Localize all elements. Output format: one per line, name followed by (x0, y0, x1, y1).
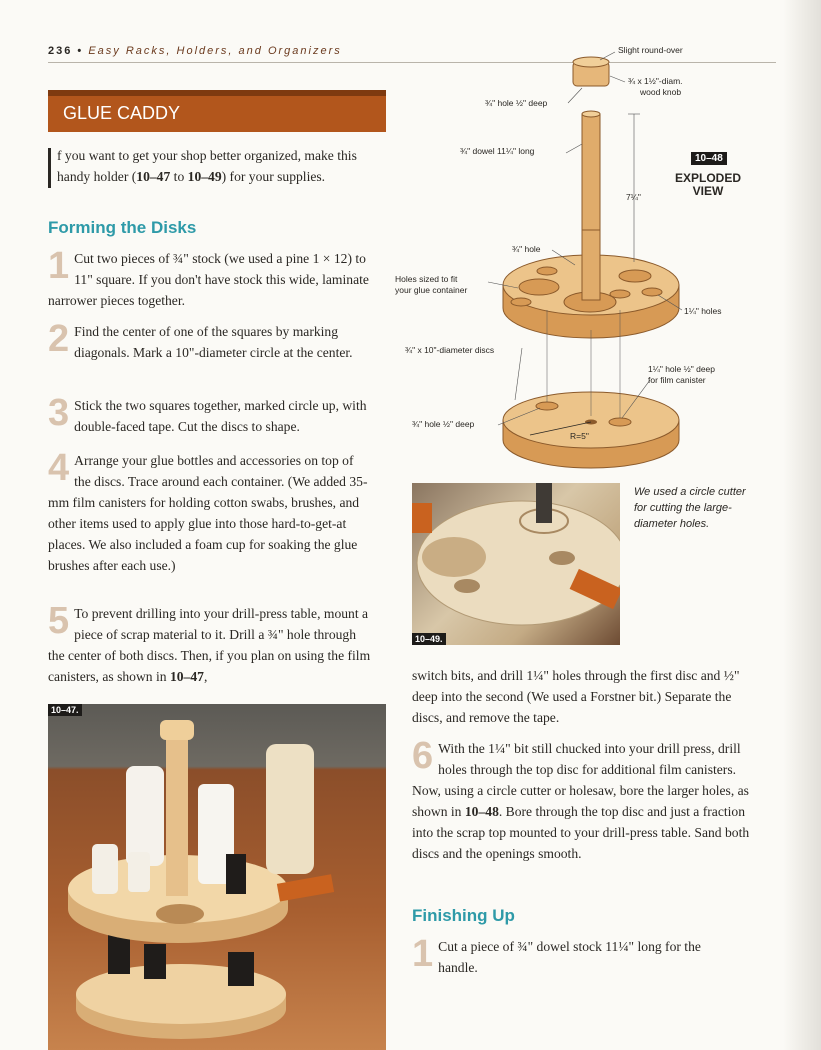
canister-hole (511, 298, 531, 306)
heading-finishing-up: Finishing Up (412, 906, 515, 925)
label-height: 7¼" (626, 192, 641, 202)
header-section-title: Easy Racks, Holders, and Organizers (88, 45, 342, 57)
label-hole-deep-top: ¾" hole ½" deep (485, 98, 548, 108)
caddy-handle (166, 726, 188, 896)
brush-cup (226, 854, 246, 894)
canister-hole (537, 267, 557, 275)
intro-ref-1: 10–47 (136, 169, 171, 184)
intro-text-mid: to (170, 169, 188, 184)
film-canister (144, 944, 166, 979)
figure-tag-10-48: 10–48 (691, 152, 727, 165)
canister-recess (609, 418, 631, 426)
step-4-forming (48, 447, 370, 576)
header-bullet: • (77, 45, 84, 57)
exploded-view-svg (390, 40, 780, 480)
clamp (412, 503, 432, 533)
article-title: GLUE CADDY (63, 103, 181, 123)
label-knob-2: wood knob (640, 87, 682, 97)
small-glue-bottle (128, 852, 150, 892)
knob-top (573, 57, 609, 67)
step-ref: 10–48 (464, 804, 499, 819)
canister-hole (642, 288, 662, 296)
label-canister-2: for film canister (648, 375, 706, 385)
intro-text-2: ) for your supplies. (221, 169, 326, 184)
step-text-a: With the 1¼" bit still chucked into your drill press, drill holes through the top disc for additional film canisters. Now, using a circle cutter or holesaw, bore the larger holes, as shown in (412, 741, 749, 819)
title-bar-stripe (48, 90, 386, 96)
exploded-view-title (670, 172, 746, 198)
film-canister (108, 934, 130, 974)
running-header (48, 45, 342, 57)
label-discs: ¾" x 10"-diameter discs (405, 345, 495, 355)
label-hole-deep-bottom: ¾" hole ½" deep (412, 419, 475, 429)
exploded-title-line-1: EXPLODED (674, 171, 741, 185)
leader-line (566, 144, 582, 153)
label-dowel: ¾" dowel 11¼" long (460, 146, 535, 156)
dowel-through-disc (582, 230, 600, 300)
step-text: Find the center of one of the squares by marking diagonals. Mark a 10"-diameter circle at the center. (74, 324, 353, 360)
photo-caddy-illustration (48, 704, 386, 1050)
label-holes-114: 1¼" holes (684, 306, 722, 316)
caption-10-49: We used a circle cutter for cutting the large-diameter holes. (634, 486, 746, 530)
page-number: 236 (48, 45, 73, 57)
caddy-knob (160, 720, 194, 740)
step-3-forming (48, 392, 370, 437)
photo-illustration (412, 483, 620, 645)
cut-hole (454, 579, 480, 593)
step-text-b: . Bore through the top disc and just a fraction into the scrap top mounted to your drill-press table. Sand both discs and the openings smooth. (412, 804, 750, 861)
article-title-bar (48, 90, 386, 132)
container-hole (519, 279, 559, 295)
step-5-forming (48, 600, 374, 687)
caddy-bottom-disc (76, 964, 286, 1024)
glue-bottle (126, 766, 164, 866)
figure-tag-10-47: 10–47. (48, 704, 82, 716)
step-number: 5 (48, 600, 70, 642)
page-edge-shadow (783, 0, 821, 1050)
label-knob-1: ¾ x 1½"-diam. (628, 76, 683, 86)
step-text-b: , (203, 669, 208, 684)
step-number: 6 (412, 735, 434, 777)
step-number: 3 (48, 392, 70, 434)
step-text: Cut a piece of ¾" dowel stock 11¼" long for the handle. (438, 939, 701, 975)
label-radius: R=5" (570, 431, 589, 441)
small-glue-bottle (92, 844, 118, 894)
step-2-forming (48, 318, 370, 363)
step-text: Stick the two squares together, marked circle up, with double-faced tape. Cut the discs to shape. (74, 398, 367, 434)
exploded-title-line-2: VIEW (692, 184, 724, 198)
dowel-top (582, 111, 600, 117)
glue-bottle (266, 744, 314, 874)
label-round-over: Slight round-over (618, 45, 683, 55)
step-ref: 10–47 (169, 669, 204, 684)
intro-lead-bar (48, 148, 51, 188)
step-text: Arrange your glue bottles and accessories on top of the discs. Trace around each container. (We added 35-mm film canisters for holding cotton swabs, brushes, and other items used to apply glue into those hard-to-get-at places. We also included a foam cup for soaking the glue brushes after each use.) (48, 453, 368, 573)
canister-recess (536, 402, 558, 410)
intro-text-1: f you want to get your shop better organized, make this handy holder ( (57, 148, 357, 184)
cut-hole (549, 551, 575, 565)
exploded-view-diagram (390, 40, 780, 480)
drill-press-chuck (536, 483, 552, 523)
clamp (277, 874, 334, 901)
leader-line (610, 76, 625, 82)
leader-line (568, 88, 582, 103)
cut-hole (422, 537, 486, 577)
step-text-a: To prevent drilling into your drill-press table, mount a piece of scrap material to it. Drill a ¾" hole through the center of both discs. Then, if you plan on using the film canisters, as shown in (48, 606, 371, 684)
container-hole (619, 270, 651, 282)
label-hole-34: ¾" hole (512, 244, 541, 254)
step-number: 2 (48, 318, 70, 360)
leader-line (600, 52, 615, 60)
step-6-forming (412, 735, 757, 864)
step-number: 1 (412, 933, 434, 975)
photo-circle-cutter (412, 483, 620, 645)
leader-line (515, 348, 522, 400)
step-text: Cut two pieces of ¾" stock (we used a pine 1 × 12) to 11" square. If you don't have stock this wide, laminate narrower pieces together. (48, 251, 369, 308)
step-1-finishing (412, 933, 742, 978)
intro-paragraph (48, 145, 378, 188)
label-canister-1: 1¼" hole ½" deep (648, 364, 716, 374)
label-holes-fit-1: Holes sized to fit (395, 274, 458, 284)
continuation-paragraph: switch bits, and drill 1¼" holes through the first disc and ½" deep into the second (We used a Forstner bit.) Separate the discs, and remove the tape. (412, 668, 740, 725)
step-number: 4 (48, 447, 70, 489)
figure-tag-10-49: 10–49. (412, 633, 446, 645)
film-canister (228, 952, 254, 986)
label-holes-fit-2: your glue container (395, 285, 468, 295)
photo-glue-caddy (48, 704, 386, 1050)
caddy-large-hole (156, 904, 204, 924)
canister-hole (610, 290, 630, 298)
heading-forming-the-disks: Forming the Disks (48, 218, 197, 237)
step-number: 1 (48, 245, 70, 287)
intro-ref-2: 10–49 (187, 169, 222, 184)
step-1-forming (48, 245, 370, 311)
